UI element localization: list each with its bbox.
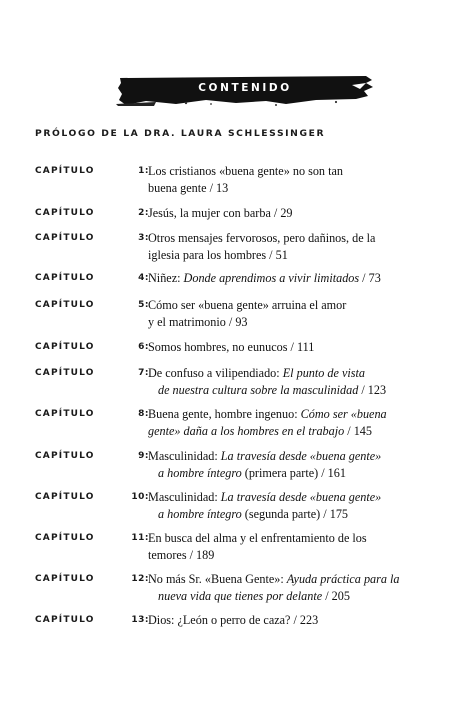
- italic-text: Cómo ser «buena: [300, 407, 387, 421]
- text: (segunda parte) / 175: [241, 507, 349, 521]
- text: / 145: [344, 424, 372, 438]
- chapter-title-line: [148, 247, 448, 264]
- chapter-title-line: [148, 230, 448, 247]
- chapter-label: CAPÍTULO: [35, 574, 95, 584]
- chapter-title-line: [148, 205, 448, 222]
- text: Otros mensajes fervorosos, pero dañinos, de la: [148, 231, 376, 245]
- chapter-label: CAPÍTULO: [35, 208, 95, 218]
- italic-text: a hombre íntegro: [158, 507, 242, 521]
- text: No más Sr. «Buena Gente»:: [148, 572, 287, 586]
- italic-text: La travesía desde «buena gente»: [220, 449, 382, 463]
- chapter-number: 12:: [131, 574, 149, 584]
- chapter-label: CAPÍTULO: [35, 492, 95, 502]
- chapter-label: CAPÍTULO: [35, 273, 95, 283]
- chapter-title: [148, 339, 448, 356]
- chapter-title: [148, 205, 448, 222]
- chapter-title: [148, 571, 448, 605]
- chapter-title: [148, 530, 448, 564]
- chapter-title-line: [148, 180, 448, 197]
- chapter-number: 3:: [138, 233, 149, 243]
- text: En busca del alma y el enfrentamiento de los: [148, 531, 367, 545]
- text: buena gente / 13: [148, 181, 229, 195]
- chapter-label: CAPÍTULO: [35, 533, 95, 543]
- italic-text: Donde aprendimos a vivir limitados: [183, 271, 360, 285]
- contents-banner: [116, 74, 374, 106]
- chapter-title: [148, 406, 448, 440]
- chapter-title-line: [148, 382, 448, 399]
- chapter-title: [148, 612, 448, 629]
- text: Jesús, la mujer con barba / 29: [148, 206, 293, 220]
- text: / 205: [322, 589, 350, 603]
- chapter-title-line: [148, 588, 448, 605]
- chapter-number: 13:: [131, 615, 149, 625]
- chapter-title: [148, 163, 448, 197]
- chapter-label: CAPÍTULO: [35, 166, 95, 176]
- chapter-title-line: [148, 530, 448, 547]
- italic-text: Ayuda práctica para la: [286, 572, 400, 586]
- text: temores / 189: [148, 548, 215, 562]
- chapter-number: 5:: [138, 300, 149, 310]
- chapter-number: 9:: [138, 451, 149, 461]
- chapter-title-line: [148, 270, 448, 287]
- chapter-title-line: [148, 163, 448, 180]
- chapter-title: [148, 270, 448, 287]
- text: Masculinidad:: [148, 449, 221, 463]
- text: Masculinidad:: [148, 490, 221, 504]
- chapter-number: 6:: [138, 342, 149, 352]
- italic-text: a hombre íntegro: [158, 466, 242, 480]
- chapter-title-line: [148, 465, 448, 482]
- chapter-title-line: [148, 547, 448, 564]
- italic-text: gente» daña a los hombres en el trabajo: [148, 424, 345, 438]
- chapter-number: 4:: [138, 273, 149, 283]
- chapter-label: CAPÍTULO: [35, 233, 95, 243]
- chapter-number: 11:: [131, 533, 149, 543]
- text: / 123: [358, 383, 387, 397]
- chapter-title-line: [148, 489, 448, 506]
- chapter-label: CAPÍTULO: [35, 409, 95, 419]
- chapter-title-line: [148, 339, 448, 356]
- text: Niñez:: [148, 271, 184, 285]
- chapter-number: 1:: [138, 166, 149, 176]
- chapter-title: [148, 448, 448, 482]
- chapter-label: CAPÍTULO: [35, 300, 95, 310]
- italic-text: de nuestra cultura sobre la masculinidad: [158, 383, 359, 397]
- text: y el matrimonio / 93: [148, 315, 248, 329]
- chapter-title-line: [148, 612, 448, 629]
- chapter-number: 7:: [138, 368, 149, 378]
- chapter-title: [148, 297, 448, 331]
- prologue-heading: PRÓLOGO DE LA DRA. LAURA SCHLESSINGER: [35, 128, 326, 139]
- text: Cómo ser «buena gente» arruina el amor: [148, 298, 347, 312]
- chapter-label: CAPÍTULO: [35, 342, 95, 352]
- chapter-title-line: [148, 314, 448, 331]
- italic-text: La travesía desde «buena gente»: [220, 490, 382, 504]
- chapter-title: [148, 365, 448, 399]
- text: Los cristianos «buena gente» no son tan: [148, 164, 343, 178]
- text: De confuso a vilipendiado:: [148, 366, 283, 380]
- chapter-title: [148, 489, 448, 523]
- text: / 73: [359, 271, 381, 285]
- chapter-label: CAPÍTULO: [35, 368, 95, 378]
- chapter-title-line: [148, 423, 448, 440]
- chapter-number: 2:: [138, 208, 149, 218]
- contents-title: CONTENIDO: [198, 82, 292, 94]
- chapter-title-line: [148, 506, 448, 523]
- chapter-title-line: [148, 406, 448, 423]
- chapter-title-line: [148, 571, 448, 588]
- chapter-title-line: [148, 448, 448, 465]
- italic-text: El punto de vista: [282, 366, 365, 380]
- chapter-label: CAPÍTULO: [35, 615, 95, 625]
- text: (primera parte) / 161: [241, 466, 346, 480]
- text: Buena gente, hombre ingenuo:: [148, 407, 301, 421]
- chapter-title-line: [148, 297, 448, 314]
- chapter-title: [148, 230, 448, 264]
- chapter-label: CAPÍTULO: [35, 451, 95, 461]
- text: Somos hombres, no eunucos / 111: [148, 340, 315, 354]
- text: Dios: ¿León o perro de caza? / 223: [148, 613, 319, 627]
- chapter-number: 10:: [131, 492, 149, 502]
- text: iglesia para los hombres / 51: [148, 248, 288, 262]
- chapter-number: 8:: [138, 409, 149, 419]
- chapter-title-line: [148, 365, 448, 382]
- italic-text: nueva vida que tienes por delante: [158, 589, 323, 603]
